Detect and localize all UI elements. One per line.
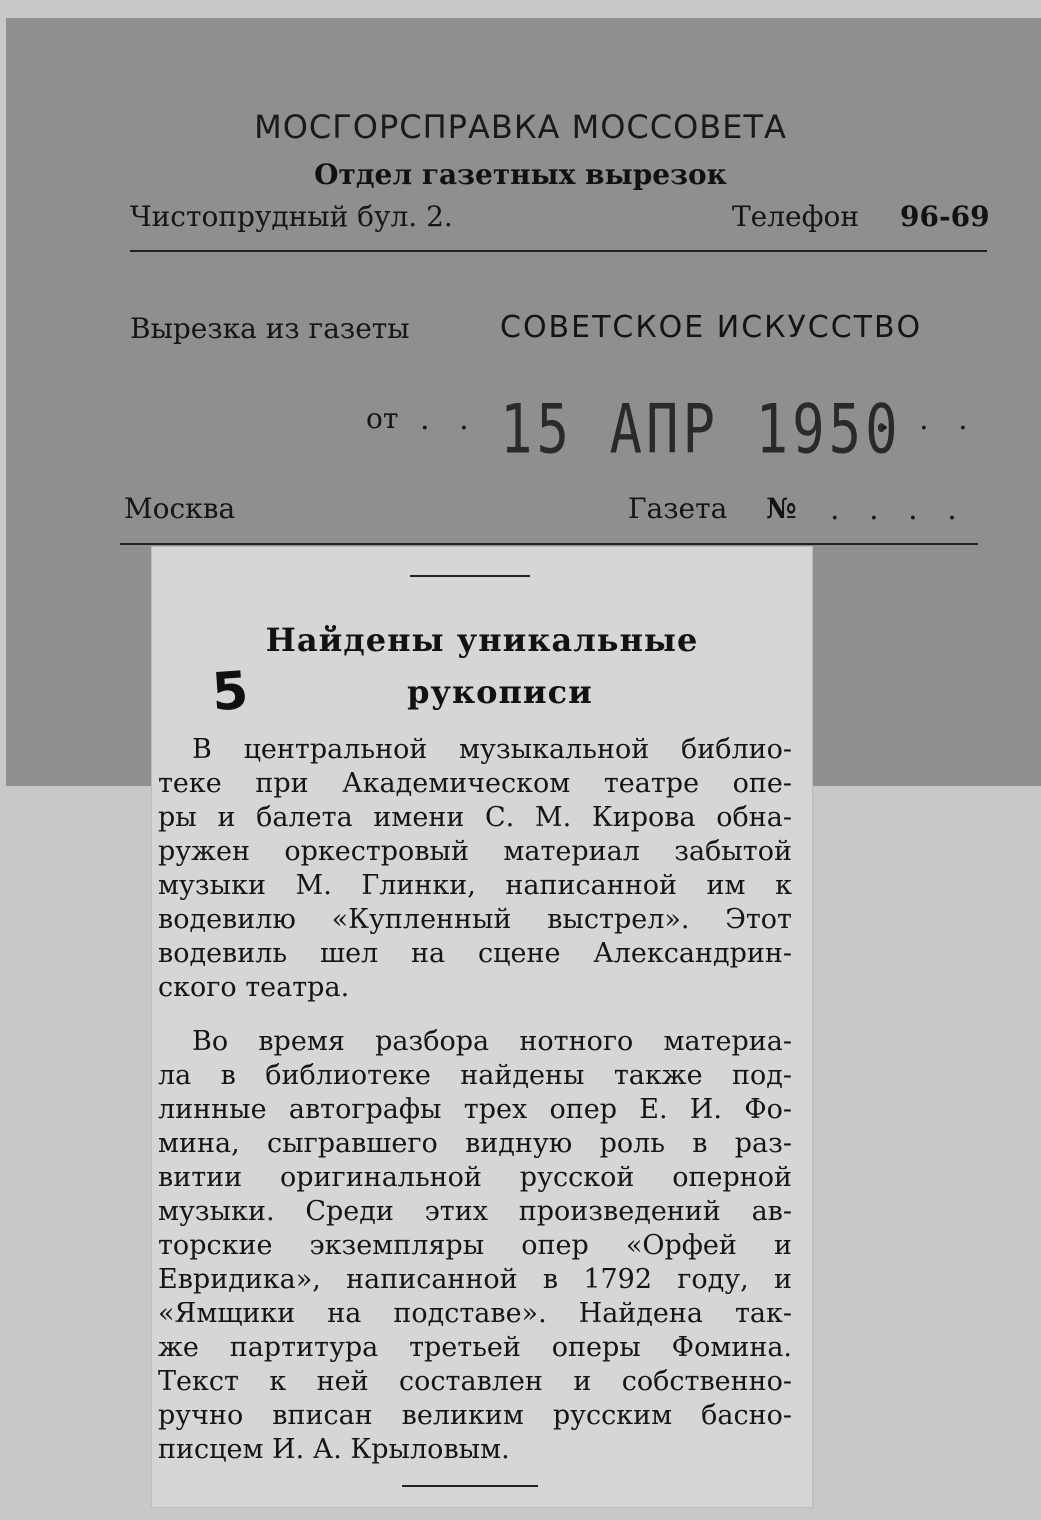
newspaper-name: СОВЕТСКОЕ ИСКУССТВО bbox=[500, 310, 923, 345]
article-line: В центральной музыкальной библио- bbox=[192, 734, 792, 765]
bottom-rule bbox=[402, 1485, 538, 1487]
slip-bottom-rule bbox=[120, 543, 978, 545]
article-line: музыки. Среди этих произведений ав- bbox=[158, 1196, 792, 1227]
handwritten-number: 5 bbox=[209, 660, 251, 724]
date-dots-right: . . . bbox=[880, 402, 978, 437]
top-rule bbox=[410, 575, 530, 577]
article-line: линные автографы трех опер Е. И. Фо- bbox=[158, 1094, 792, 1125]
newspaper-clipping bbox=[152, 547, 812, 1507]
article-line: Во время разбора нотного материа- bbox=[192, 1026, 792, 1057]
address: Чистопрудный бул. 2. bbox=[130, 200, 453, 233]
headline-line-2: рукописи bbox=[407, 673, 593, 711]
article-line: ла в библиотеке найдены также под- bbox=[158, 1060, 792, 1091]
article-line: ского театра. bbox=[158, 972, 350, 1003]
article-line: ры и балета имени С. М. Кирова обна- bbox=[158, 802, 792, 833]
article-line: Евридика», написанной в 1792 году, и bbox=[158, 1264, 792, 1295]
date-stamp: 15 АПР 1950 bbox=[500, 390, 902, 469]
date-label: от bbox=[366, 402, 399, 435]
article-line: «Ямщики на подставе». Найдена так- bbox=[158, 1298, 792, 1329]
phone-label: Телефон bbox=[732, 200, 860, 233]
headline-line-1: Найдены уникальные bbox=[265, 621, 699, 659]
article-line: торские экземпляры опер «Орфей и bbox=[158, 1230, 792, 1261]
article-line: музыки М. Глинки, написанной им к bbox=[158, 870, 792, 901]
gazeta-label: Газета bbox=[628, 492, 728, 525]
phone-number: 96-69 bbox=[900, 200, 990, 233]
department-name: Отдел газетных вырезок bbox=[314, 158, 727, 191]
article-line: же партитура третьей оперы Фомина. bbox=[158, 1332, 792, 1363]
date-dots-left: . . bbox=[420, 402, 479, 437]
article-line: теке при Академическом театре опе- bbox=[158, 768, 792, 799]
article-line: водевиль шел на сцене Александрин- bbox=[158, 938, 792, 969]
article-line: Текст к ней составлен и собственно- bbox=[158, 1366, 792, 1397]
article-line: ручно вписан великим русским басно- bbox=[158, 1400, 792, 1431]
article-line: ружен оркестровый материал забытой bbox=[158, 836, 792, 867]
agency-name: МОСГОРСПРАВКА МОССОВЕТА bbox=[254, 108, 787, 146]
article-line: писцем И. А. Крыловым. bbox=[158, 1434, 510, 1465]
city: Москва bbox=[124, 492, 236, 525]
article-line: мина, сыгравшего видную роль в раз- bbox=[158, 1128, 792, 1159]
article-line: водевилю «Купленный выстрел». Этот bbox=[158, 904, 792, 935]
gazeta-dots: . . . . bbox=[830, 492, 967, 527]
article-line: витии оригинальной русской оперной bbox=[158, 1162, 792, 1193]
header-divider bbox=[130, 250, 987, 252]
gazeta-number-label: № bbox=[766, 492, 797, 525]
cut-label: Вырезка из газеты bbox=[130, 312, 410, 345]
